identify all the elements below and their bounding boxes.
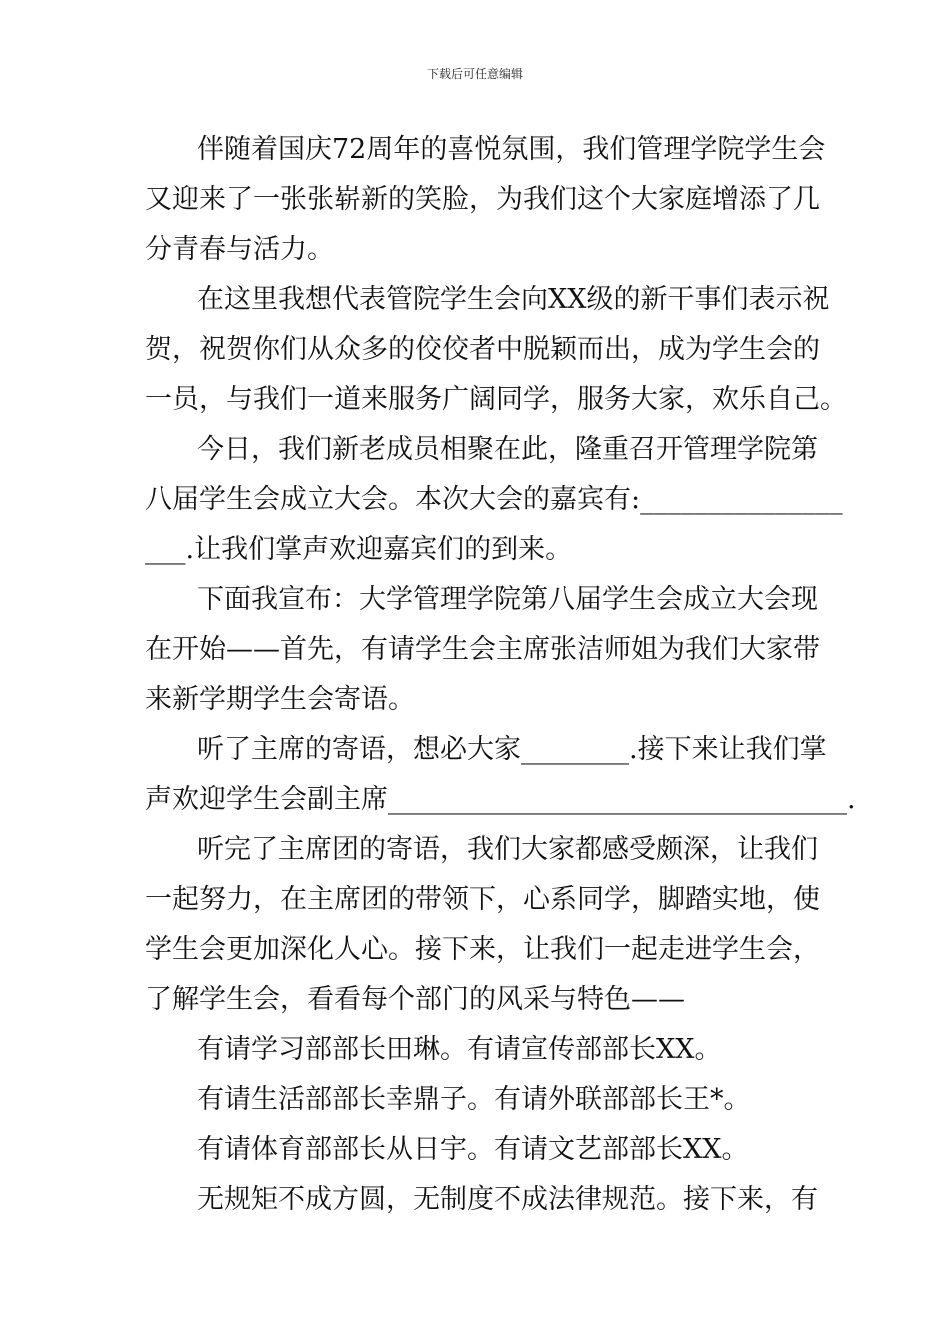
body-line: 贺，祝贺你们从众多的佼佼者中脱颖而出，成为学生会的 bbox=[145, 334, 820, 365]
body-line: 在这里我想代表管院学生会向XX级的新干事们表示祝 bbox=[197, 284, 830, 315]
body-line: 有请体育部部长从日宇。有请文艺部部长XX。 bbox=[197, 1134, 749, 1165]
body-line: 了解学生会，看看每个部门的风采与特色—— bbox=[145, 984, 685, 1015]
body-line: 听完了主席团的寄语，我们大家都感受颇深，让我们 bbox=[197, 834, 818, 865]
body-line: 在开始——首先，有请学生会主席张洁师姐为我们大家带 bbox=[145, 634, 820, 665]
body-line: 无规矩不成方圆，无制度不成法律规范。接下来，有 bbox=[197, 1184, 818, 1215]
body-line: 学生会更加深化人心。接下来，让我们一起走进学生会， bbox=[145, 934, 820, 965]
body-line: 一起努力，在主席团的带领下，心系同学，脚踏实地，使 bbox=[145, 884, 820, 915]
body-line: 今日，我们新老成员相聚在此，隆重召开管理学院第 bbox=[197, 434, 818, 465]
body-line: 下面我宣布：大学管理学院第八届学生会成立大会现 bbox=[197, 584, 818, 615]
page-header: 下载后可任意编辑 bbox=[426, 67, 523, 81]
body-line: ___.让我们掌声欢迎嘉宾们的到来。 bbox=[145, 534, 573, 565]
body-line: 有请生活部部长幸鼎子。有请外联部部长王*。 bbox=[197, 1084, 751, 1115]
body-line: 八届学生会成立大会。本次大会的嘉宾有:_______________ bbox=[145, 484, 843, 515]
body-line: 来新学期学生会寄语。 bbox=[145, 684, 415, 715]
body-line: 听了主席的寄语，想必大家________.接下来让我们掌 bbox=[197, 734, 827, 765]
body-line: 声欢迎学生会副主席__________________________________. bbox=[145, 784, 856, 815]
body-line: 分青春与活力。 bbox=[145, 234, 334, 265]
body-line: 又迎来了一张张崭新的笑脸，为我们这个大家庭增添了几 bbox=[145, 184, 820, 215]
body-line: 伴随着国庆72周年的喜悦氛围，我们管理学院学生会 bbox=[197, 134, 826, 165]
body-line: 一员，与我们一道来服务广阔同学，服务大家，欢乐自己。 bbox=[145, 384, 847, 415]
body-line: 有请学习部部长田琳。有请宣传部部长XX。 bbox=[197, 1034, 722, 1065]
